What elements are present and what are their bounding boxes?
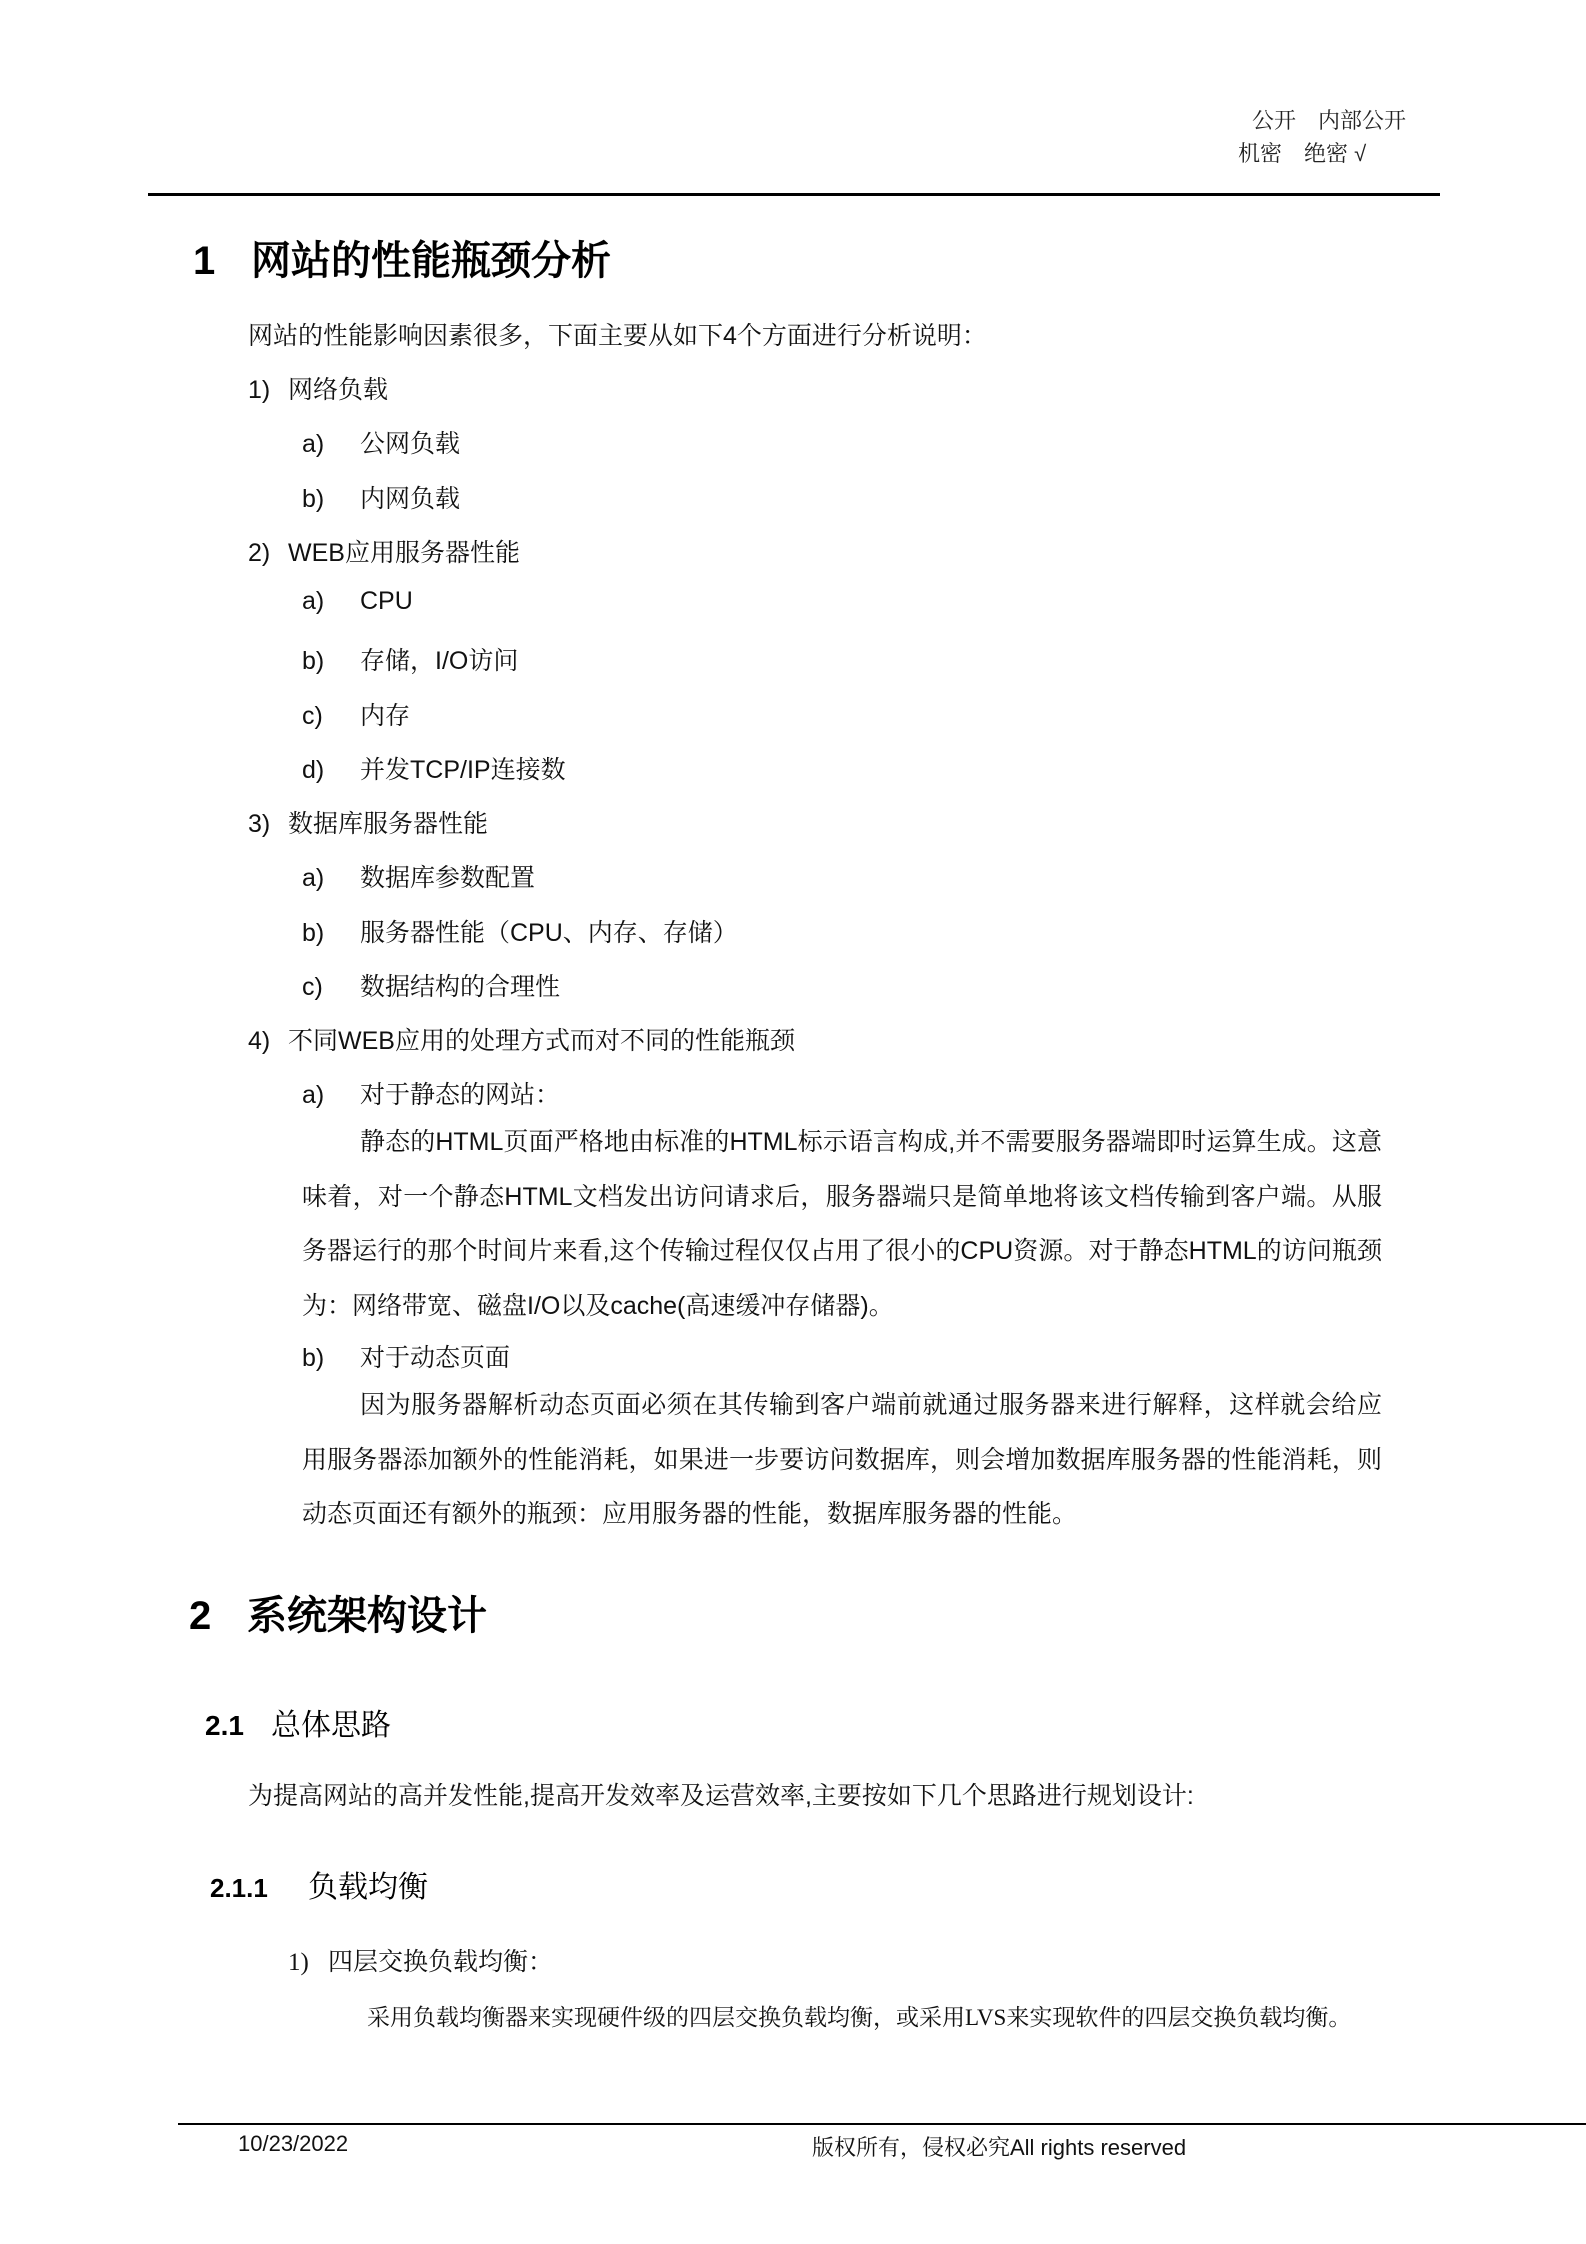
section-1-intro: 网站的性能影响因素很多，下面主要从如下4个方面进行分析说明： <box>248 322 987 350</box>
list-marker: d) <box>302 756 325 784</box>
footer-copyright: 版权所有，侵权必究All rights reserved <box>812 2135 1187 2160</box>
list-marker: a) <box>302 587 325 615</box>
list-marker: b) <box>302 1344 325 1372</box>
section-number: 2.1.1 <box>210 1873 268 1903</box>
list-item <box>288 1942 553 1978</box>
section-2-1-1-heading <box>210 1862 428 1906</box>
list-item <box>248 804 488 840</box>
list-label: 存储，I/O访问 <box>360 647 519 675</box>
footer-divider <box>178 2123 1586 2125</box>
sub-list-item <box>302 424 460 460</box>
section-number: 2 <box>189 1594 212 1638</box>
section-title: 负载均衡 <box>308 1871 428 1904</box>
sub-list-item <box>302 858 535 894</box>
section-title: 系统架构设计 <box>247 1594 487 1638</box>
list-label: 对于静态的网站： <box>360 1081 561 1109</box>
list-marker: 1) <box>248 376 271 404</box>
section-title: 网站的性能瓶颈分析 <box>251 239 611 283</box>
list-label: 不同WEB应用的处理方式而对不同的性能瓶颈 <box>288 1027 795 1055</box>
list-marker: 3) <box>248 810 271 838</box>
dynamic-page-paragraph: 因为服务器解析动态页面必须在其传输到客户端前就通过服务器来进行解释，这样就会给应用服务器添加额外的性能消耗，如果进一步要访问数据库，则会增加数据库服务器的性能消耗，则动态页面还有额外的瓶颈：应用服务器的性能，数据库服务器的性能。 <box>302 1391 1382 1528</box>
classification-line-2: 机密 绝密 √ <box>1238 141 1367 166</box>
static-site-paragraph: 静态的HTML页面严格地由标准的HTML标示语言构成,并不需要服务器端即时运算生成。这意味着，对一个静态HTML文档发出访问请求后，服务器端只是简单地将该文档传输到客户端。从服务器运行的那个时间片来看,这个传输过程仅仅占用了很小的CPU资源。对于静态HTML的访问瓶颈为：网络带宽、磁盘I/O以及cache(高速缓冲存储器)。 <box>302 1128 1382 1320</box>
list-label: 内存 <box>360 702 411 730</box>
list-label: 数据库参数配置 <box>360 864 536 892</box>
list-label: 网络负载 <box>288 376 389 404</box>
list-marker: 4) <box>248 1027 271 1055</box>
sub-list-item <box>302 913 738 949</box>
list-label: 对于动态页面 <box>360 1344 511 1372</box>
sub-list-item <box>302 1075 560 1111</box>
layer4-lb-paragraph: 采用负载均衡器来实现硬件级的四层交换负载均衡，或采用LVS来实现软件的四层交换负载均衡。 <box>367 2005 1352 2030</box>
section-number: 2.1 <box>205 1710 244 1741</box>
sub-list-item <box>302 641 518 677</box>
sub-list-item <box>302 479 460 515</box>
list-item <box>248 370 388 406</box>
sub-list-item <box>302 967 560 1003</box>
list-label: 并发TCP/IP连接数 <box>360 756 566 784</box>
list-label: 内网负载 <box>360 485 461 513</box>
list-label: 数据结构的合理性 <box>360 973 561 1001</box>
header-divider <box>148 193 1440 196</box>
classification-line-1: 公开 内部公开 <box>1252 108 1407 133</box>
list-marker: 2) <box>248 539 271 567</box>
list-marker: b) <box>302 919 325 947</box>
section-1-heading <box>193 229 611 286</box>
list-label: CPU <box>360 587 413 615</box>
list-label: 服务器性能（CPU、内存、存储） <box>360 919 738 947</box>
list-label: 四层交换负载均衡： <box>328 1949 554 1976</box>
list-marker: c) <box>302 702 323 730</box>
section-2-heading <box>189 1584 487 1641</box>
list-marker: b) <box>302 485 325 513</box>
list-item <box>248 1021 795 1057</box>
list-marker: a) <box>302 1081 325 1109</box>
list-item <box>248 533 520 569</box>
list-marker: c) <box>302 973 323 1001</box>
sub-list-item <box>302 587 413 616</box>
list-marker: a) <box>302 430 325 458</box>
sub-list-item <box>302 1338 510 1374</box>
list-marker: b) <box>302 647 325 675</box>
section-2-1-intro: 为提高网站的高并发性能,提高开发效率及运营效率,主要按如下几个思路进行规划设计: <box>248 1782 1194 1810</box>
section-title: 总体思路 <box>271 1709 391 1742</box>
list-label: WEB应用服务器性能 <box>288 539 520 567</box>
section-number: 1 <box>193 239 216 283</box>
section-2-1-heading <box>205 1700 391 1744</box>
list-marker: a) <box>302 864 325 892</box>
sub-list-item <box>302 750 566 786</box>
list-label: 公网负载 <box>360 430 461 458</box>
list-label: 数据库服务器性能 <box>288 810 489 838</box>
sub-list-item <box>302 696 410 732</box>
footer-date: 10/23/2022 <box>238 2131 349 2156</box>
list-marker: 1) <box>288 1949 309 1976</box>
